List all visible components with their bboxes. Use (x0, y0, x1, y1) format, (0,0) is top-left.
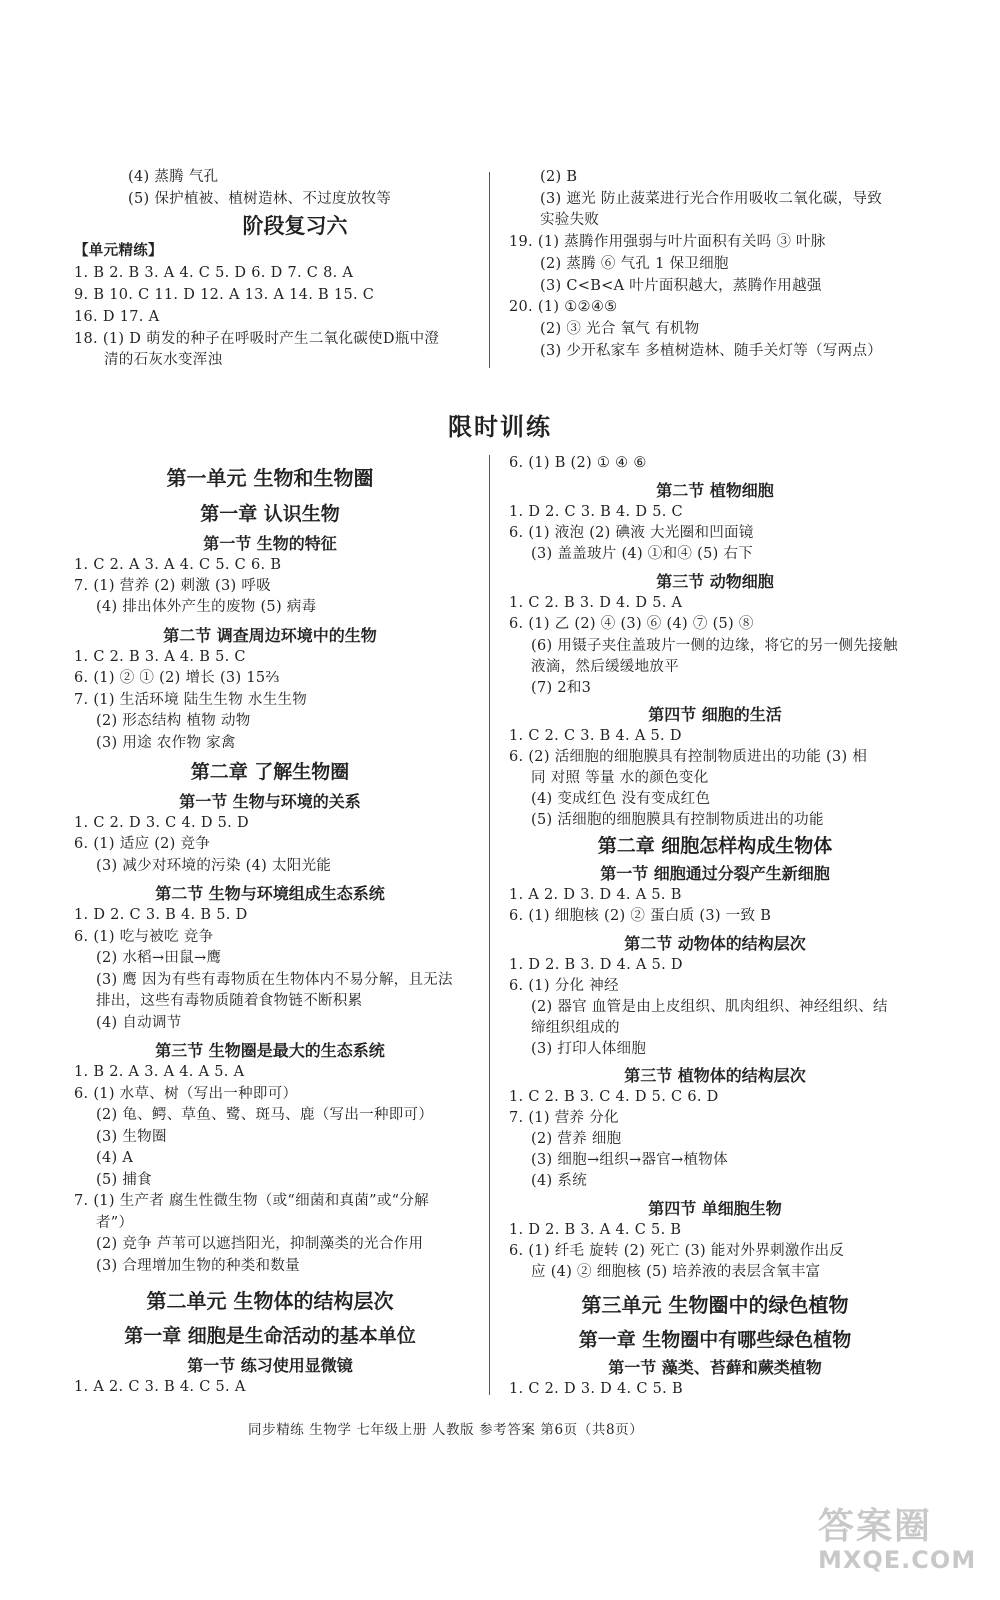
answer-line: (2) 竞争 芦苇可以遮挡阳光，抑制藻类的光合作用 (96, 1236, 424, 1252)
answer-line: 6. (2) 活细胞的细胞膜具有控制物质进出的功能 (3) 相 (509, 749, 868, 765)
section-title: 第一节 生物与环境的关系 (179, 792, 361, 811)
answer-line: 1. C 2. B 3. A 4. B 5. C (74, 649, 246, 665)
section-title: 第三节 动物细胞 (656, 572, 774, 591)
answer-line: 1. C 2. B 3. C 4. D 5. C 6. D (509, 1089, 719, 1105)
section-title: 第三节 生物圈是最大的生态系统 (155, 1041, 385, 1060)
answer-line: (2) 形态结构 植物 动物 (96, 713, 251, 729)
answer-line: (2) ③ 光合 氧气 有机物 (540, 321, 700, 337)
unit-practice-subhead: 【单元精练】 (74, 242, 163, 259)
answer-line: (3) 打印人体细胞 (531, 1041, 647, 1057)
answer-line: (4) A (96, 1150, 134, 1166)
answer-line: (3) 遮光 防止菠菜进行光合作用吸收二氧化碳，导致 (540, 191, 883, 207)
answer-line: 6. (1) 液泡 (2) 碘液 大光圈和凹面镜 (509, 525, 754, 541)
answer-line: (2) 蒸腾 ⑥ 气孔 1 保卫细胞 (540, 256, 729, 272)
answer-line: (2) 龟、鳄、草鱼、鹭、斑马、鹿（写出一种即可） (96, 1107, 434, 1123)
answer-line: 应 (4) ② 细胞核 (5) 培养液的表层含氧丰富 (531, 1264, 821, 1280)
answer-line: 清的石灰水变浑浊 (104, 352, 223, 368)
answer-line: 6. (1) 细胞核 (2) ② 蛋白质 (3) 一致 B (509, 908, 772, 924)
answer-line: 1. A 2. D 3. D 4. A 5. B (509, 887, 682, 903)
chapter-title: 第一章 细胞是生命活动的基本单位 (124, 1325, 416, 1347)
answer-line: 1. B 2. B 3. A 4. C 5. D 6. D 7. C 8. A (74, 265, 354, 281)
answer-line: (3) 合理增加生物的种类和数量 (96, 1258, 300, 1274)
answer-line: 16. D 17. A (74, 309, 160, 325)
answer-line: (4) 排出体外产生的废物 (5) 病毒 (96, 599, 317, 615)
watermark-text: 答案圈 (818, 1506, 933, 1547)
chapter-title: 第二章 了解生物圈 (190, 761, 350, 783)
bottom-column-divider (489, 455, 490, 1395)
answer-line: (5) 保护植被、植树造林、不过度放牧等 (128, 191, 392, 207)
answer-line: 缔组织组成的 (531, 1020, 620, 1036)
section-title: 第四节 细胞的生活 (648, 705, 782, 724)
answer-line: (3) C<B<A 叶片面积越大，蒸腾作用越强 (540, 278, 822, 294)
answer-line: (5) 捕食 (96, 1172, 152, 1188)
unit-title: 第三单元 生物圈中的绿色植物 (581, 1293, 849, 1317)
unit-title: 第一单元 生物和生物圈 (166, 466, 374, 490)
answer-line: (7) 2和3 (531, 680, 592, 696)
answer-line: (4) 变成红色 没有变成红色 (531, 791, 711, 807)
timed-training-title: 限时训练 (448, 413, 552, 441)
chapter-title: 第一章 认识生物 (200, 503, 340, 525)
answer-line: (4) 自动调节 (96, 1015, 182, 1031)
answer-line: 7. (1) 生活环境 陆生生物 水生生物 (74, 692, 308, 708)
answer-line: (2) 营养 细胞 (531, 1131, 622, 1147)
answer-line: 7. (1) 营养 分化 (509, 1110, 619, 1126)
answer-line: 1. C 2. B 3. D 4. D 5. A (509, 595, 683, 611)
answer-line: 排出，这些有毒物质随着食物链不断积累 (96, 993, 363, 1009)
answer-line: (3) 用途 农作物 家禽 (96, 735, 236, 751)
section-title: 第二节 调查周边环境中的生物 (163, 626, 377, 645)
answer-line: (2) B (540, 169, 578, 185)
answer-line: 1. D 2. C 3. B 4. B 5. D (74, 907, 248, 923)
page-footer: 同步精练 生物学 七年级上册 人教版 参考答案 第6页（共8页） (248, 1422, 644, 1438)
answer-line: (3) 减少对环境的污染 (4) 太阳光能 (96, 858, 332, 874)
answer-line: 20. (1) ①②④⑤ (509, 299, 618, 315)
answer-line: 6. (1) 适应 (2) 竞争 (74, 836, 211, 852)
answer-line: 6. (1) B (2) ① ④ ⑥ (509, 455, 647, 471)
answer-line: (3) 细胞→组织→器官→植物体 (531, 1152, 728, 1168)
answer-line: 者”） (96, 1215, 134, 1231)
section-title: 第二节 植物细胞 (656, 481, 774, 500)
answer-line: 6. (1) 吃与被吃 竞争 (74, 929, 214, 945)
answer-line: 6. (1) 乙 (2) ④ (3) ⑥ (4) ⑦ (5) ⑧ (509, 616, 754, 632)
section-title: 第一节 生物的特征 (203, 534, 337, 553)
answer-line: 1. C 2. D 3. C 4. D 5. D (74, 815, 249, 831)
answer-line: 6. (1) 纤毛 旋转 (2) 死亡 (3) 能对外界刺激作出反 (509, 1243, 845, 1259)
answer-line: 1. C 2. C 3. B 4. A 5. D (509, 728, 682, 744)
section-title: 第二节 生物与环境组成生态系统 (155, 884, 385, 903)
answer-line: 同 对照 等量 水的颜色变化 (531, 770, 709, 786)
answer-line: 1. D 2. B 3. A 4. C 5. B (509, 1222, 682, 1238)
answer-line: (2) 水稻→田鼠→鹰 (96, 950, 222, 966)
section-title: 第三节 植物体的结构层次 (624, 1066, 806, 1085)
stage-review-title: 阶段复习六 (242, 214, 348, 238)
section-title: 第二节 动物体的结构层次 (624, 934, 806, 953)
answer-line: 1. D 2. C 3. B 4. D 5. C (509, 504, 683, 520)
answer-line: 6. (1) 水草、树（写出一种即可） (74, 1086, 298, 1102)
answer-line: 1. C 2. A 3. A 4. C 5. C 6. B (74, 557, 282, 573)
answer-line: 1. B 2. A 3. A 4. A 5. A (74, 1064, 245, 1080)
section-title: 第一节 练习使用显微镜 (187, 1356, 353, 1375)
answer-line: 7. (1) 生产者 腐生性微生物（或“细菌和真菌”或“分解 (74, 1193, 429, 1209)
answer-line: 6. (1) 分化 神经 (509, 978, 619, 994)
answer-line: (3) 鹰 因为有些有毒物质在生物体内不易分解，且无法 (96, 972, 453, 988)
section-title: 第四节 单细胞生物 (648, 1199, 782, 1218)
answer-line: (4) 蒸腾 气孔 (128, 169, 219, 185)
answer-line: 1. C 2. D 3. D 4. C 5. B (509, 1381, 683, 1397)
watermark-url: MXQE.COM (818, 1546, 977, 1574)
answer-line: (5) 活细胞的细胞膜具有控制物质进出的功能 (531, 812, 824, 828)
top-column-divider (489, 172, 490, 368)
section-title: 第一节 细胞通过分裂产生新细胞 (600, 864, 830, 883)
answer-line: (3) 盖盖玻片 (4) ①和④ (5) 右下 (531, 546, 754, 562)
answer-line: (2) 器官 血管是由上皮组织、肌肉组织、神经组织、结 (531, 999, 888, 1015)
answer-line: 18. (1) D 萌发的种子在呼吸时产生二氧化碳使D瓶中澄 (74, 331, 440, 347)
chapter-title: 第一章 生物圈中有哪些绿色植物 (578, 1329, 852, 1351)
answer-line: 7. (1) 营养 (2) 刺激 (3) 呼吸 (74, 578, 272, 594)
answer-line: 1. D 2. B 3. D 4. A 5. D (509, 957, 683, 973)
answer-line: (4) 系统 (531, 1173, 587, 1189)
answer-line: 9. B 10. C 11. D 12. A 13. A 14. B 15. C (74, 287, 375, 303)
answer-line: 6. (1) ② ① (2) 增长 (3) 15⅔ (74, 670, 280, 686)
unit-title: 第二单元 生物体的结构层次 (146, 1289, 394, 1313)
answer-line: 实验失败 (540, 212, 600, 228)
answer-line: 液滴，然后缓缓地放平 (531, 659, 679, 675)
answer-line: 1. A 2. C 3. B 4. C 5. A (74, 1379, 246, 1395)
answer-line: 19. (1) 蒸腾作用强弱与叶片面积有关吗 ③ 叶脉 (509, 234, 826, 250)
answer-line: (3) 少开私家车 多植树造林、随手关灯等（写两点） (540, 343, 883, 359)
section-title: 第一节 藻类、苔藓和蕨类植物 (608, 1358, 822, 1377)
answer-line: (3) 生物圈 (96, 1129, 167, 1145)
answer-line: (6) 用镊子夹住盖玻片一侧的边缘，将它的另一侧先接触 (531, 638, 898, 654)
chapter-title: 第二章 细胞怎样构成生物体 (597, 835, 833, 857)
